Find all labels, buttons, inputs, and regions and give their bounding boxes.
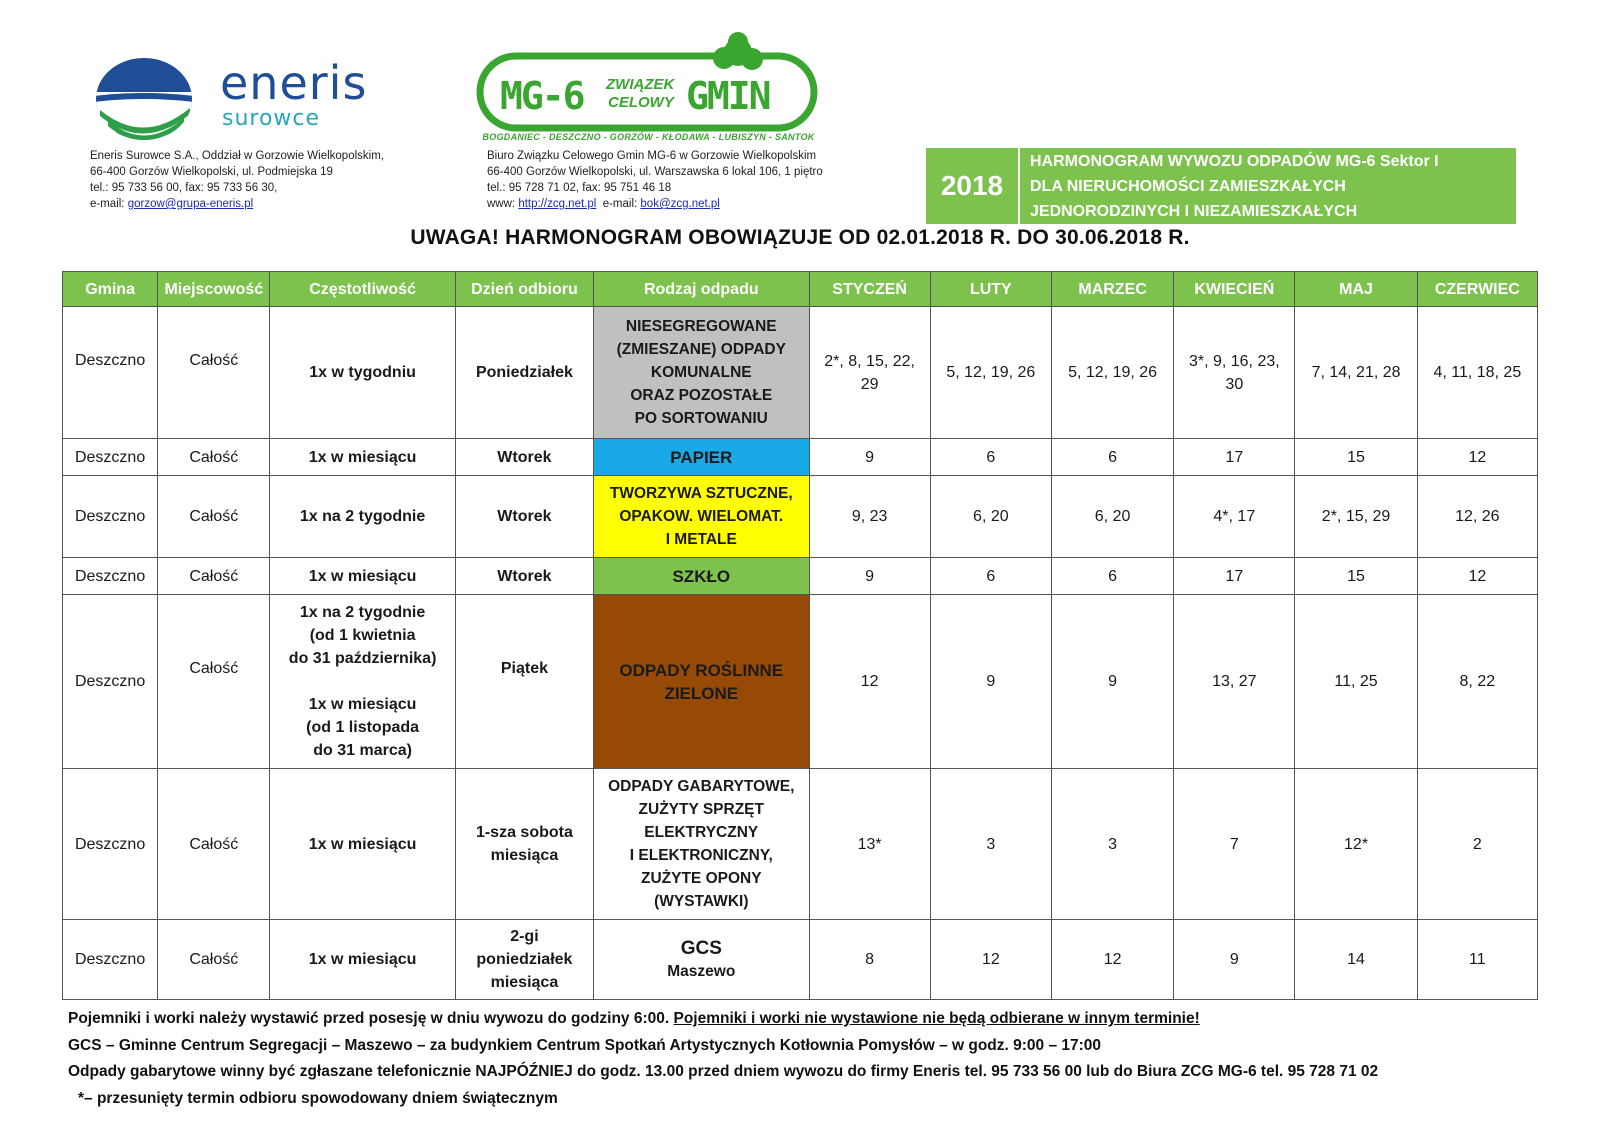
mg6-logo-right: GMIN [686, 74, 770, 118]
banner-title-line: HARMONOGRAM WYWOZU ODPADÓW MG-6 Sektor I [1030, 153, 1439, 170]
eneris-logo [94, 56, 394, 144]
cell-dzien: 1-sza sobota miesiąca [455, 769, 593, 920]
banner-title [1020, 148, 1516, 224]
column-header-marzec: MARZEC [1051, 272, 1173, 307]
footer-note-2: GCS – Gminne Centrum Segregacji – Maszewo – za budynkiem Centrum Spotkań Artystycznych Kotłownia Pomysłów – w godz. 9:00 – 17:00 [68, 1036, 1102, 1054]
cell-miejscowosc: Całość [158, 476, 270, 558]
footer-notes [68, 1006, 1378, 1112]
cell-month: 9 [930, 595, 1051, 769]
schedule-banner [926, 148, 1516, 224]
table-row [63, 476, 1538, 558]
cell-rodzaj-gcs [594, 920, 809, 1000]
cell-month: 6 [930, 439, 1051, 476]
banner-title-line: JEDNORODZINYCH I NIEZAMIESZKAŁYCH [1030, 203, 1358, 220]
mg6-address-line: tel.: 95 728 71 02, fax: 95 751 46 18 [487, 182, 672, 194]
cell-miejscowosc: Całość [158, 595, 270, 769]
cell-rodzaj-tworzywa: TWORZYWA SZTUCZNE, OPAKOW. WIELOMAT. I METALE [594, 476, 809, 558]
cell-month: 2*, 15, 29 [1295, 476, 1417, 558]
mg6-logo-mid-top: ZWIĄZEK [606, 76, 675, 93]
table-row [63, 595, 1538, 769]
mg6-contact-line [487, 196, 823, 212]
column-header-maj: MAJ [1295, 272, 1417, 307]
cell-month: 4*, 17 [1174, 476, 1295, 558]
cell-dzien: Wtorek [455, 558, 593, 595]
www-label: www: [487, 198, 519, 210]
cell-czestotliwosc: 1x w miesiącu [270, 439, 455, 476]
cell-month: 17 [1174, 439, 1295, 476]
column-header-styczen: STYCZEŃ [809, 272, 930, 307]
table-row [63, 307, 1538, 439]
footer-note-4: *– przesunięty termin odbioru spowodowany dniem świątecznym [78, 1089, 558, 1107]
cell-rodzaj-szklo: SZKŁO [594, 558, 809, 595]
column-header-kwiecien: KWIECIEŃ [1174, 272, 1295, 307]
cell-dzien: Poniedziałek [455, 307, 593, 439]
column-header-luty: LUTY [930, 272, 1051, 307]
eneris-email-link[interactable]: gorzow@grupa-eneris.pl [127, 198, 254, 210]
cell-month: 2 [1417, 769, 1537, 920]
column-header-rodzaj: Rodzaj odpadu [594, 272, 809, 307]
banner-title-line: DLA NIERUCHOMOŚCI ZAMIESZKAŁYCH [1030, 178, 1346, 195]
cell-month: 8, 22 [1417, 595, 1537, 769]
cell-dzien: Piątek [455, 595, 593, 769]
mg6-address-line: Biuro Związku Celowego Gmin MG-6 w Gorzowie Wielkopolskim [487, 150, 817, 162]
cell-month: 12 [809, 595, 930, 769]
cell-month: 12* [1295, 769, 1417, 920]
column-header-czerwiec: CZERWIEC [1417, 272, 1537, 307]
validity-notice: UWAGA! HARMONOGRAM OBOWIĄZUJE OD 02.01.2018 R. DO 30.06.2018 R. [410, 226, 1190, 249]
cell-miejscowosc: Całość [158, 307, 270, 439]
cell-miejscowosc: Całość [158, 439, 270, 476]
cell-gmina: Deszczno [63, 595, 158, 769]
cell-czestotliwosc: 1x na 2 tygodnie [270, 476, 455, 558]
cell-gmina: Deszczno [63, 558, 158, 595]
cell-month: 12 [1051, 920, 1173, 1000]
table-row [63, 769, 1538, 920]
cell-month: 5, 12, 19, 26 [930, 307, 1051, 439]
cell-month: 12 [1417, 439, 1537, 476]
cell-rodzaj-zielone: ODPADY ROŚLINNE ZIELONE [594, 595, 809, 769]
email-label: e-mail: [596, 198, 641, 210]
cell-month: 13, 27 [1174, 595, 1295, 769]
email-label: e-mail: [90, 198, 128, 210]
mg6-logo-mid-bottom: CELOWY [608, 94, 674, 111]
footer-note-1a: Pojemniki i worki należy wystawić przed posesję w dniu wywozu do godziny 6:00. [68, 1010, 674, 1027]
column-header-miejscowosc: Miejscowość [158, 272, 270, 307]
cell-month: 12 [930, 920, 1051, 1000]
cell-month: 5, 12, 19, 26 [1051, 307, 1173, 439]
collection-schedule-table [62, 271, 1538, 1000]
cell-czestotliwosc: 1x na 2 tygodnie (od 1 kwietnia do 31 października) 1x w miesiącu (od 1 listopada do 31 marca) [270, 595, 455, 769]
cell-month: 3*, 9, 16, 23, 30 [1174, 307, 1295, 439]
cell-rodzaj-papier: PAPIER [594, 439, 809, 476]
cell-rodzaj-niesegregowane: NIESEGREGOWANE (ZMIESZANE) ODPADY KOMUNALNE ORAZ POZOSTAŁE PO SORTOWANIU [594, 307, 809, 439]
cell-month: 7 [1174, 769, 1295, 920]
cell-month: 9, 23 [809, 476, 930, 558]
mg6-address-line: 66-400 Gorzów Wielkopolski, ul. Warszawska 6 lokal 106, 1 piętro [487, 166, 823, 178]
cell-month: 11, 25 [1295, 595, 1417, 769]
cell-month: 9 [809, 558, 930, 595]
table-row [63, 558, 1538, 595]
cell-gmina: Deszczno [63, 920, 158, 1000]
column-header-gmina: Gmina [63, 272, 158, 307]
cell-czestotliwosc: 1x w miesiącu [270, 920, 455, 1000]
cell-month: 9 [1051, 595, 1173, 769]
cell-czestotliwosc: 1x w miesiącu [270, 558, 455, 595]
cell-month: 3 [1051, 769, 1173, 920]
cell-month: 7, 14, 21, 28 [1295, 307, 1417, 439]
cell-miejscowosc: Całość [158, 769, 270, 920]
eneris-address [90, 148, 384, 212]
cell-month: 15 [1295, 439, 1417, 476]
eneris-email-line [90, 196, 384, 212]
eneris-subtitle: surowce [222, 106, 321, 131]
footer-note-1 [68, 1006, 1378, 1033]
table-row [63, 920, 1538, 1000]
footer-note-3: Odpady gabarytowe winny być zgłaszane telefonicznie NAJPÓŹNIEJ do godz. 13.00 przed dniem wywozu do firmy Eneris tel. 95 733 56 00 lub do Biura ZCG MG-6 tel. 95 728 71 02 [68, 1063, 1379, 1080]
cell-month: 6 [1051, 439, 1173, 476]
cell-gmina: Deszczno [63, 307, 158, 439]
eneris-wordmark: eneris [220, 56, 368, 110]
cell-czestotliwosc: 1x w miesiącu [270, 769, 455, 920]
column-header-czestotliwosc: Częstotliwość [270, 272, 455, 307]
eneris-emblem-icon [94, 56, 194, 142]
cell-gmina: Deszczno [63, 769, 158, 920]
cell-month: 17 [1174, 558, 1295, 595]
table-row [63, 439, 1538, 476]
cell-month: 6, 20 [930, 476, 1051, 558]
cell-month: 6 [930, 558, 1051, 595]
cell-month: 12, 26 [1417, 476, 1537, 558]
cell-month: 15 [1295, 558, 1417, 595]
cell-month: 4, 11, 18, 25 [1417, 307, 1537, 439]
column-header-dzien: Dzień odbioru [455, 272, 593, 307]
cell-month: 13* [809, 769, 930, 920]
cell-gmina: Deszczno [63, 439, 158, 476]
cell-dzien: Wtorek [455, 476, 593, 558]
table-header-row [63, 272, 1538, 307]
banner-year: 2018 [926, 148, 1020, 224]
cell-rodzaj-gabarytowe: ODPADY GABARYTOWE, ZUŻYTY SPRZĘT ELEKTRYCZNY I ELEKTRONICZNY, ZUŻYTE OPONY (WYSTAWKI) [594, 769, 809, 920]
mg6-email-link[interactable]: bok@zcg.net.pl [640, 198, 720, 210]
mg6-address [487, 148, 823, 212]
cell-month: 8 [809, 920, 930, 1000]
mg6-logo [476, 32, 821, 144]
mg6-logo-left: MG-6 [500, 74, 584, 118]
eneris-address-line: 66-400 Gorzów Wielkopolski, ul. Podmiejska 19 [90, 166, 333, 178]
cell-month: 6 [1051, 558, 1173, 595]
footer-note-1b: Pojemniki i worki nie wystawione nie będą odbierane w innym terminie! [673, 1010, 1200, 1027]
cell-miejscowosc: Całość [158, 558, 270, 595]
cell-month: 3 [930, 769, 1051, 920]
cell-month: 14 [1295, 920, 1417, 1000]
cell-month: 6, 20 [1051, 476, 1173, 558]
cell-month: 12 [1417, 558, 1537, 595]
eneris-address-line: tel.: 95 733 56 00, fax: 95 733 56 30, [90, 182, 278, 194]
cell-dzien: 2-gi poniedziałek miesiąca [455, 920, 593, 1000]
cell-czestotliwosc: 1x w tygodniu [270, 307, 455, 439]
mg6-caption: BOGDANIEC - DESZCZNO - GORZÓW - KŁODAWA - LUBISZYN - SANTOK [482, 132, 815, 142]
mg6-www-link[interactable]: http://zcg.net.pl [518, 198, 597, 210]
gcs-location: Maszewo [667, 962, 736, 980]
cell-month: 11 [1417, 920, 1537, 1000]
cell-month: 9 [809, 439, 930, 476]
cell-month: 9 [1174, 920, 1295, 1000]
cell-dzien: Wtorek [455, 439, 593, 476]
gcs-title: GCS [680, 937, 722, 959]
eneris-address-line: Eneris Surowce S.A., Oddział w Gorzowie Wielkopolskim, [90, 150, 384, 162]
cell-miejscowosc: Całość [158, 920, 270, 1000]
cell-month: 2*, 8, 15, 22, 29 [809, 307, 930, 439]
cell-gmina: Deszczno [63, 476, 158, 558]
